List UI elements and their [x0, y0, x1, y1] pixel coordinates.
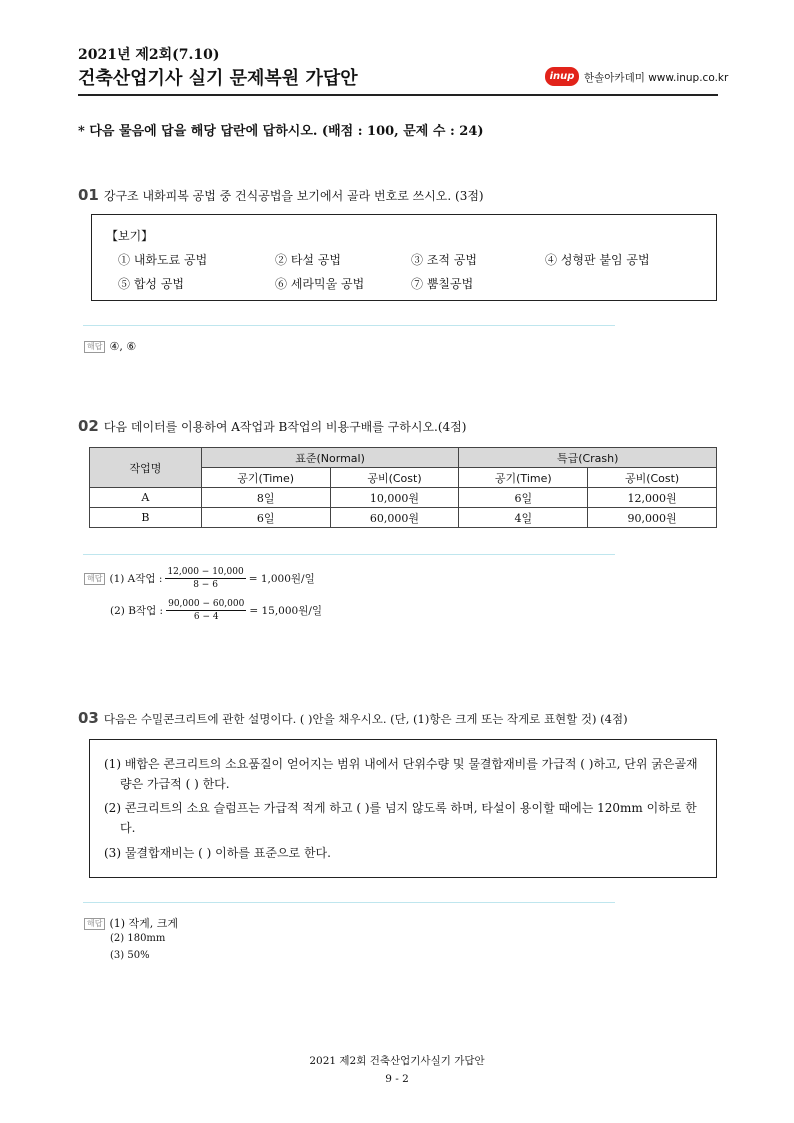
answer-2b — [110, 598, 322, 623]
question-1 — [78, 186, 484, 204]
answer-tag: 해답 — [84, 573, 105, 585]
option-item: ④ 성형판 붙임 공법 — [545, 253, 650, 267]
option-item: ② 타설 공법 — [275, 253, 341, 267]
fraction-numerator: 12,000 − 10,000 — [167, 567, 244, 577]
academy-info: 한솔아카데미 www.inup.co.kr — [584, 72, 729, 84]
cell-crash-cost: 12,000원 — [588, 488, 717, 508]
cell-work-name: B — [90, 508, 202, 528]
question-text: 강구조 내화피복 공법 중 건식공법을 보기에서 골라 번호로 쓰시오. (3점) — [103, 189, 484, 203]
question-2 — [78, 417, 466, 435]
footer-title: 2021 제2회 건축산업기사실기 가답안 — [309, 1055, 485, 1067]
header-crash-cost: 공비(Cost) — [588, 468, 717, 488]
fraction — [166, 598, 246, 623]
blank-item: (2) 콘크리트의 소요 슬럼프는 가급적 적게 하고 ( )를 넘지 않도록 하며, 타설이 용이할 때에는 120mm 이하로 한다. — [104, 801, 697, 835]
example-box-title: 【보기】 — [106, 229, 154, 243]
answer-label: (2) B작업 : — [110, 605, 164, 617]
cell-normal-cost: 10,000원 — [330, 488, 459, 508]
question-3-box — [89, 739, 717, 878]
answer-divider — [83, 325, 615, 326]
header-normal-cost: 공비(Cost) — [330, 468, 459, 488]
blank-item: (3) 물결합재비는 ( ) 이하를 표준으로 한다. — [104, 846, 331, 860]
cell-crash-cost: 90,000원 — [588, 508, 717, 528]
example-box — [91, 214, 717, 301]
inup-logo: inup — [545, 67, 579, 86]
table-row — [90, 508, 717, 528]
question-number: 03 — [78, 709, 99, 727]
answer-text: (1) 작게, 크게 — [109, 917, 179, 930]
exam-session: 2021년 제2회(7.10) — [78, 47, 220, 63]
answer-divider — [83, 554, 615, 555]
fraction-denominator: 6 − 4 — [193, 612, 219, 622]
cell-normal-time: 8일 — [201, 488, 330, 508]
answer-3-line: (2) 180mm — [110, 933, 166, 944]
cost-data-table — [89, 447, 717, 528]
header-normal: 표준(Normal) — [201, 448, 459, 468]
exam-instruction: * 다음 물음에 답을 해당 답란에 답하시오. (배점 : 100, 문제 수 : 24) — [78, 124, 484, 139]
answer-3 — [84, 915, 178, 931]
answer-divider — [83, 902, 615, 903]
answer-text: ④, ⑥ — [109, 340, 137, 353]
option-item: ① 내화도료 공법 — [118, 253, 208, 267]
answer-1 — [84, 340, 136, 353]
option-item: ⑤ 합성 공법 — [118, 277, 184, 291]
document-title: 건축산업기사 실기 문제복원 가답안 — [78, 68, 358, 89]
question-3 — [78, 709, 628, 727]
cell-normal-time: 6일 — [201, 508, 330, 528]
table-row — [90, 488, 717, 508]
option-item: ⑥ 세라믹울 공법 — [275, 277, 365, 291]
header-divider — [78, 94, 718, 96]
answer-result: = 1,000원/일 — [248, 573, 315, 585]
page-number: 9 - 2 — [385, 1073, 409, 1085]
answer-3-line: (3) 50% — [110, 950, 150, 961]
header-normal-time: 공기(Time) — [201, 468, 330, 488]
header-crash: 특급(Crash) — [459, 448, 717, 468]
cell-work-name: A — [90, 488, 202, 508]
fraction-denominator: 8 − 6 — [193, 580, 218, 590]
cell-crash-time: 6일 — [459, 488, 588, 508]
header-work-name: 작업명 — [90, 448, 202, 488]
answer-tag: 해답 — [84, 341, 105, 353]
header-crash-time: 공기(Time) — [459, 468, 588, 488]
cell-normal-cost: 60,000원 — [330, 508, 459, 528]
fraction-numerator: 90,000 − 60,000 — [168, 599, 245, 609]
question-number: 02 — [78, 417, 99, 435]
cell-crash-time: 4일 — [459, 508, 588, 528]
option-item: ③ 조적 공법 — [411, 253, 477, 267]
answer-tag: 해답 — [84, 918, 105, 930]
question-text: 다음 데이터를 이용하여 A작업과 B작업의 비용구배를 구하시오.(4점) — [103, 420, 467, 434]
option-item: ⑦ 뿜칠공법 — [411, 277, 474, 291]
answer-result: = 15,000원/일 — [249, 605, 323, 617]
blank-item: (1) 배합은 콘크리트의 소요품질이 얻어지는 범위 내에서 단위수량 및 물결합재비를 가급적 ( )하고, 단위 굵은골재량은 가급적 ( ) 한다. — [104, 757, 698, 791]
question-text: 다음은 수밀콘크리트에 관한 설명이다. ( )안을 채우시오. (단, (1)항은 크게 또는 작게로 표현할 것) (4점) — [103, 712, 628, 726]
question-number: 01 — [78, 186, 99, 204]
answer-label: (1) A작업 : — [109, 573, 163, 585]
fraction — [165, 566, 245, 591]
answer-2a — [84, 566, 315, 591]
